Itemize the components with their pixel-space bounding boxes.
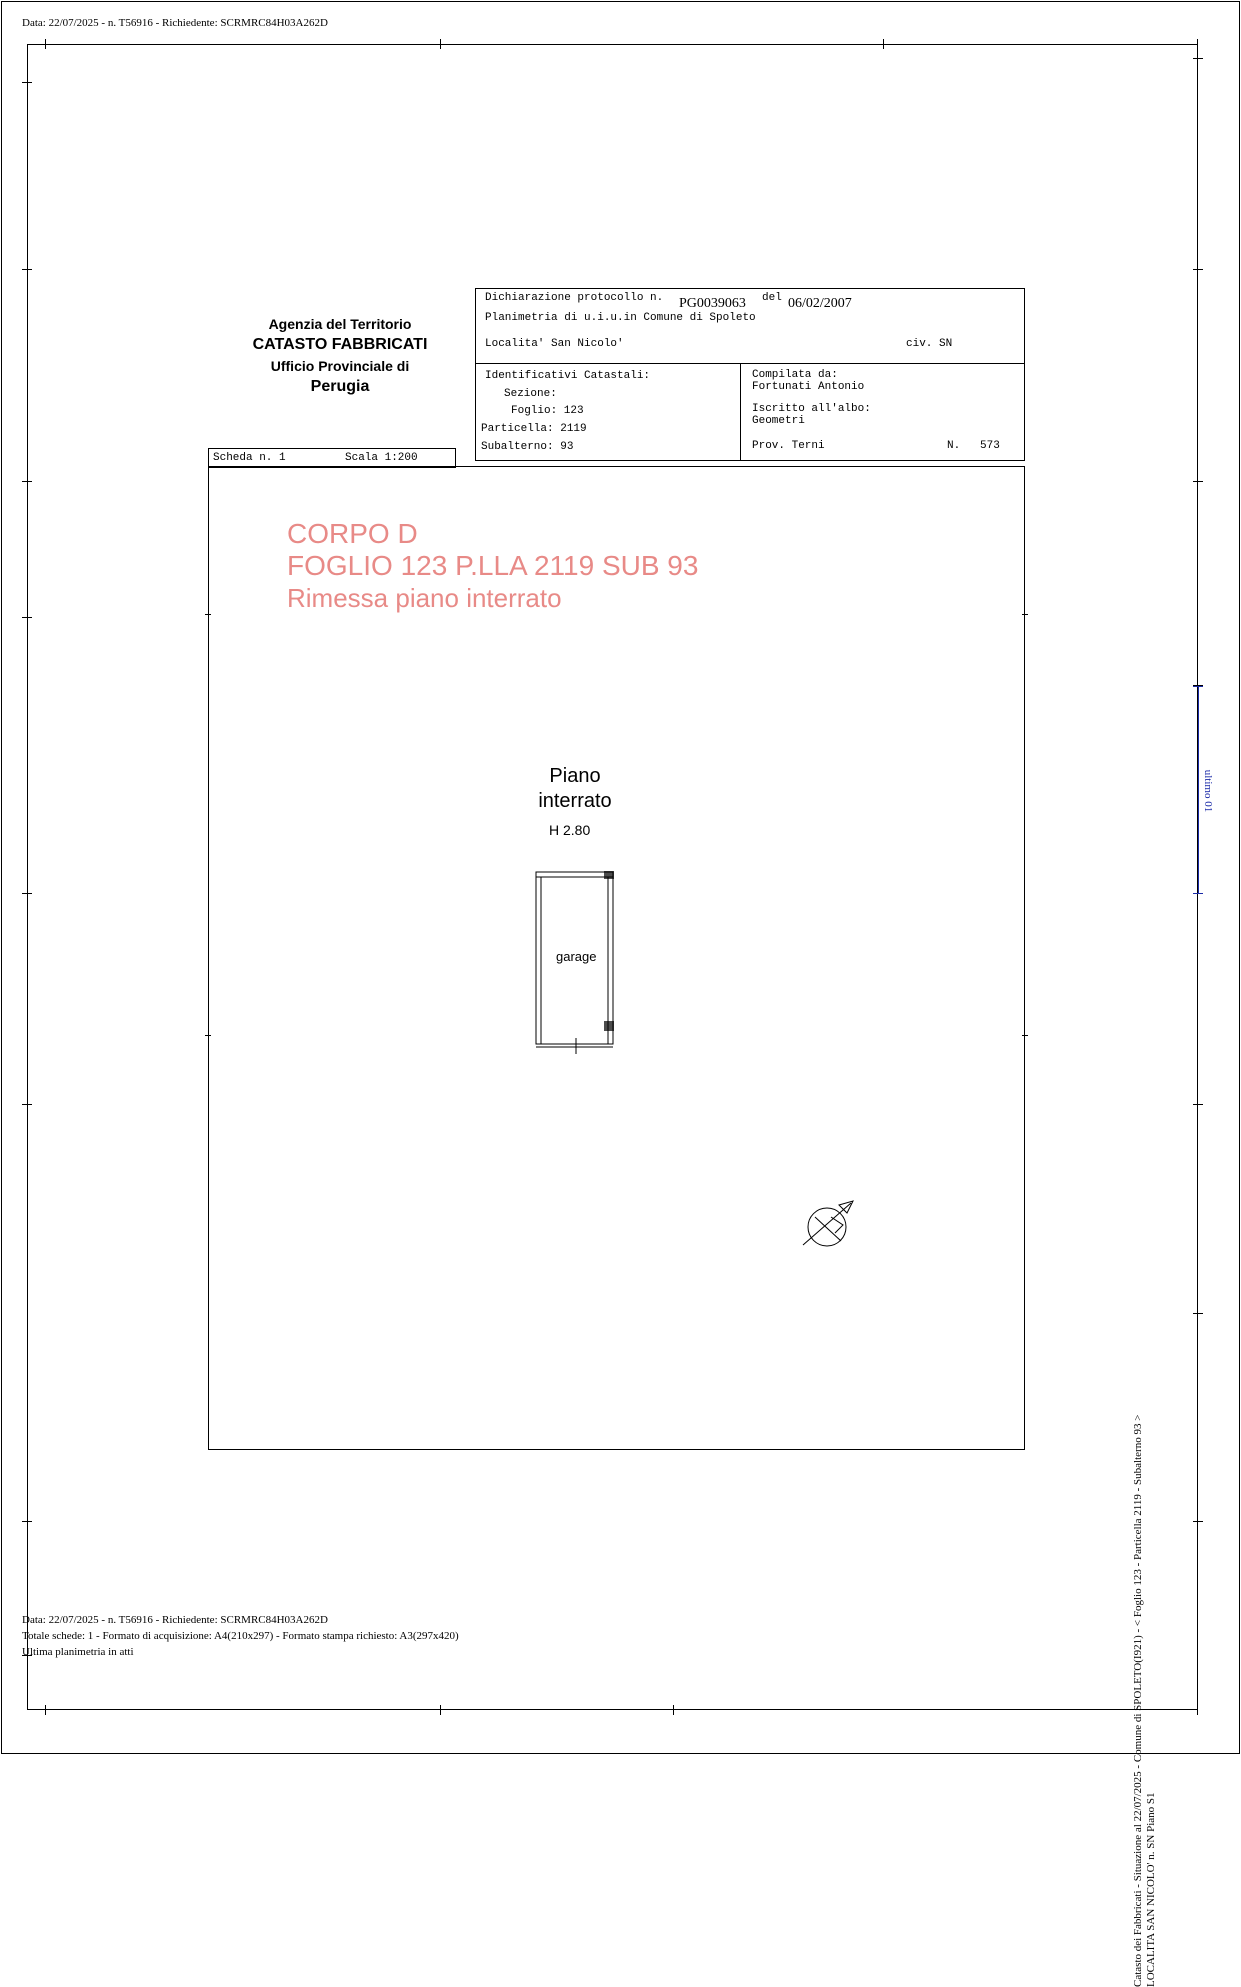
albo-value: Geometri <box>752 415 805 427</box>
planimetria-line: Planimetria di u.i.u.in Comune di Spoleto <box>485 312 756 324</box>
plan-frame-tick <box>1022 614 1028 615</box>
frame-tick <box>1193 58 1203 59</box>
footer-format-line: Totale schede: 1 - Formato di acquisizione: A4(210x297) - Formato stampa richiesto: A3(297x420) <box>22 1630 459 1642</box>
frame-tick <box>1193 1313 1203 1314</box>
annotation-corpo: CORPO D <box>287 518 418 549</box>
plan-frame-tick <box>205 1035 211 1036</box>
frame-tick <box>22 269 32 270</box>
foglio-field: Foglio: 123 <box>511 405 584 417</box>
footer-last-plan: Ultima planimetria in atti <box>22 1646 134 1658</box>
annotation-identifiers: FOGLIO 123 P.LLA 2119 SUB 93 <box>287 550 699 581</box>
declaration-divider <box>475 363 1025 364</box>
footer-request-line: Data: 22/07/2025 - n. T56916 - Richiedente: SCRMRC84H03A262D <box>22 1614 328 1626</box>
identifiers-divider <box>740 363 741 461</box>
office-city: Perugia <box>310 378 370 395</box>
frame-tick <box>883 39 884 49</box>
plan-frame-tick <box>205 614 211 615</box>
scheda-number: Scheda n. 1 <box>213 452 286 464</box>
compilata-label: Compilata da: <box>752 369 838 381</box>
agency-name: Agenzia del Territorio <box>268 316 412 332</box>
civ-number: civ. SN <box>906 338 953 350</box>
register-number: 573 <box>980 440 1000 452</box>
floor-label <box>520 764 630 814</box>
frame-tick <box>1193 1521 1203 1522</box>
frame-tick <box>1197 39 1198 49</box>
del-label: del <box>762 292 782 304</box>
room-label-garage: garage <box>556 949 597 964</box>
scale: Scala 1:200 <box>345 452 418 464</box>
right-margin-text <box>1132 807 1158 1987</box>
frame-tick <box>440 1705 441 1715</box>
side-stamp-tick <box>1193 686 1203 687</box>
frame-tick <box>1193 481 1203 482</box>
frame-tick <box>22 617 32 618</box>
side-stamp-text: ultimo 01 <box>1202 769 1214 813</box>
frame-tick <box>22 1104 32 1105</box>
plan-frame-tick <box>1022 1035 1028 1036</box>
room-height: H 2.80 <box>549 822 591 838</box>
frame-tick <box>673 1705 674 1715</box>
annotation-block <box>287 518 698 614</box>
frame-tick <box>22 481 32 482</box>
side-stamp-bracket <box>1198 686 1199 894</box>
annotation-description: Rimessa piano interrato <box>287 583 562 613</box>
frame-tick <box>45 1705 46 1715</box>
agency-block <box>230 314 450 398</box>
protocol-label: Dichiarazione protocollo n. <box>485 292 664 304</box>
frame-tick <box>1197 1705 1198 1715</box>
sezione-field: Sezione: <box>504 388 557 400</box>
protocol-date: 06/02/2007 <box>788 296 852 311</box>
particella-field: Particella: 2119 <box>481 423 587 435</box>
right-margin-line2: LOCALITA SAN NICOLO' n. SN Piano S1 <box>1145 1792 1157 1987</box>
albo-label: Iscritto all'albo: <box>752 403 871 415</box>
register-n-label: N. <box>947 440 961 452</box>
floor-label-line1: Piano <box>549 765 601 787</box>
right-margin-line1: Catasto dei Fabbricati - Situazione al 22/07/2025 - Comune di SPOLETO(I921) - < Foglio 123 - Particella 2119 - Subalterno 93 > <box>1132 1414 1144 1987</box>
frame-tick <box>440 39 441 49</box>
side-stamp-tick <box>1193 893 1203 894</box>
frame-tick <box>1193 269 1203 270</box>
north-arrow-icon <box>795 1195 865 1255</box>
office-label: Ufficio Provinciale di <box>270 358 410 374</box>
compilata-name: Fortunati Antonio <box>752 381 865 393</box>
footer-block <box>22 1612 459 1660</box>
frame-tick <box>22 1521 32 1522</box>
province: Prov. Terni <box>752 440 825 452</box>
frame-tick <box>22 893 32 894</box>
identifiers-title: Identificativi Catastali: <box>485 370 651 382</box>
frame-tick <box>1193 1104 1203 1105</box>
cadastre-name: CATASTO FABBRICATI <box>252 336 428 353</box>
frame-tick <box>45 39 46 49</box>
floor-label-line2: interrato <box>538 790 612 812</box>
protocol-number: PG0039063 <box>679 296 746 311</box>
frame-tick <box>22 82 32 83</box>
header-request-line: Data: 22/07/2025 - n. T56916 - Richiedente: SCRMRC84H03A262D <box>22 17 328 29</box>
localita-line: Localita' San Nicolo' <box>485 338 624 350</box>
subalterno-field: Subalterno: 93 <box>481 441 574 453</box>
